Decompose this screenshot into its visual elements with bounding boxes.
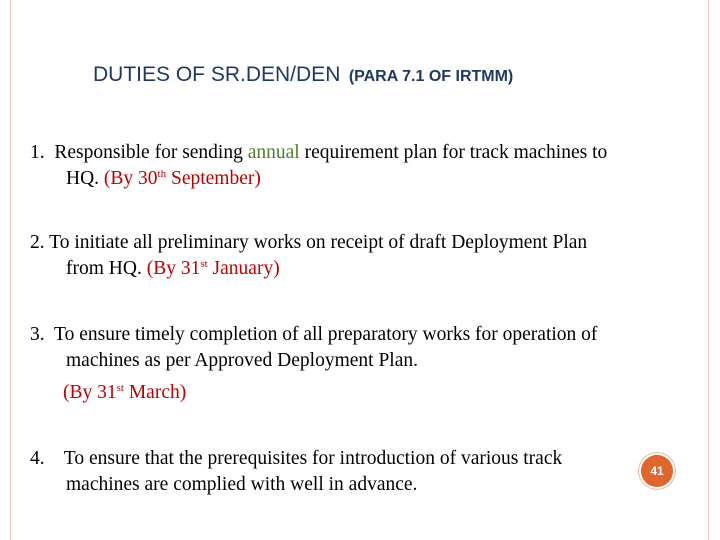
slide-title xyxy=(93,63,513,87)
item-number: 4. xyxy=(30,448,45,469)
item-text-cont: requirement plan for track machines to xyxy=(299,142,608,163)
item-number: 2. xyxy=(30,232,45,253)
item-number: 1. xyxy=(30,142,45,163)
item-highlight: annual xyxy=(247,142,300,163)
item-number: 3. xyxy=(30,324,45,345)
duty-item-4 xyxy=(30,446,684,498)
item-text: To ensure timely completion of all preparatory works for operation of xyxy=(54,324,598,345)
item-line2: machines as per Approved Deployment Plan. xyxy=(66,350,418,371)
item-line2: machines are complied with well in advance. xyxy=(66,474,418,495)
duty-item-2 xyxy=(30,230,684,282)
duty-item-1 xyxy=(30,140,684,192)
title-main: DUTIES OF SR.DEN/DEN xyxy=(93,63,341,86)
item-line2: HQ. xyxy=(66,168,104,189)
item-line2: from HQ. xyxy=(66,258,147,279)
item-deadline: (By 31st March) xyxy=(63,382,187,403)
page-number-badge: 41 xyxy=(641,455,673,487)
title-reference: (PARA 7.1 OF IRTMM) xyxy=(348,68,514,85)
duty-item-3 xyxy=(30,322,684,406)
item-text: To initiate all preliminary works on receipt of draft Deployment Plan xyxy=(49,232,588,253)
item-deadline: (By 31st January) xyxy=(146,258,280,279)
item-deadline: (By 30th September) xyxy=(103,168,261,189)
item-text: To ensure that the prerequisites for introduction of various track xyxy=(63,448,563,469)
item-text: Responsible for sending xyxy=(54,142,248,163)
